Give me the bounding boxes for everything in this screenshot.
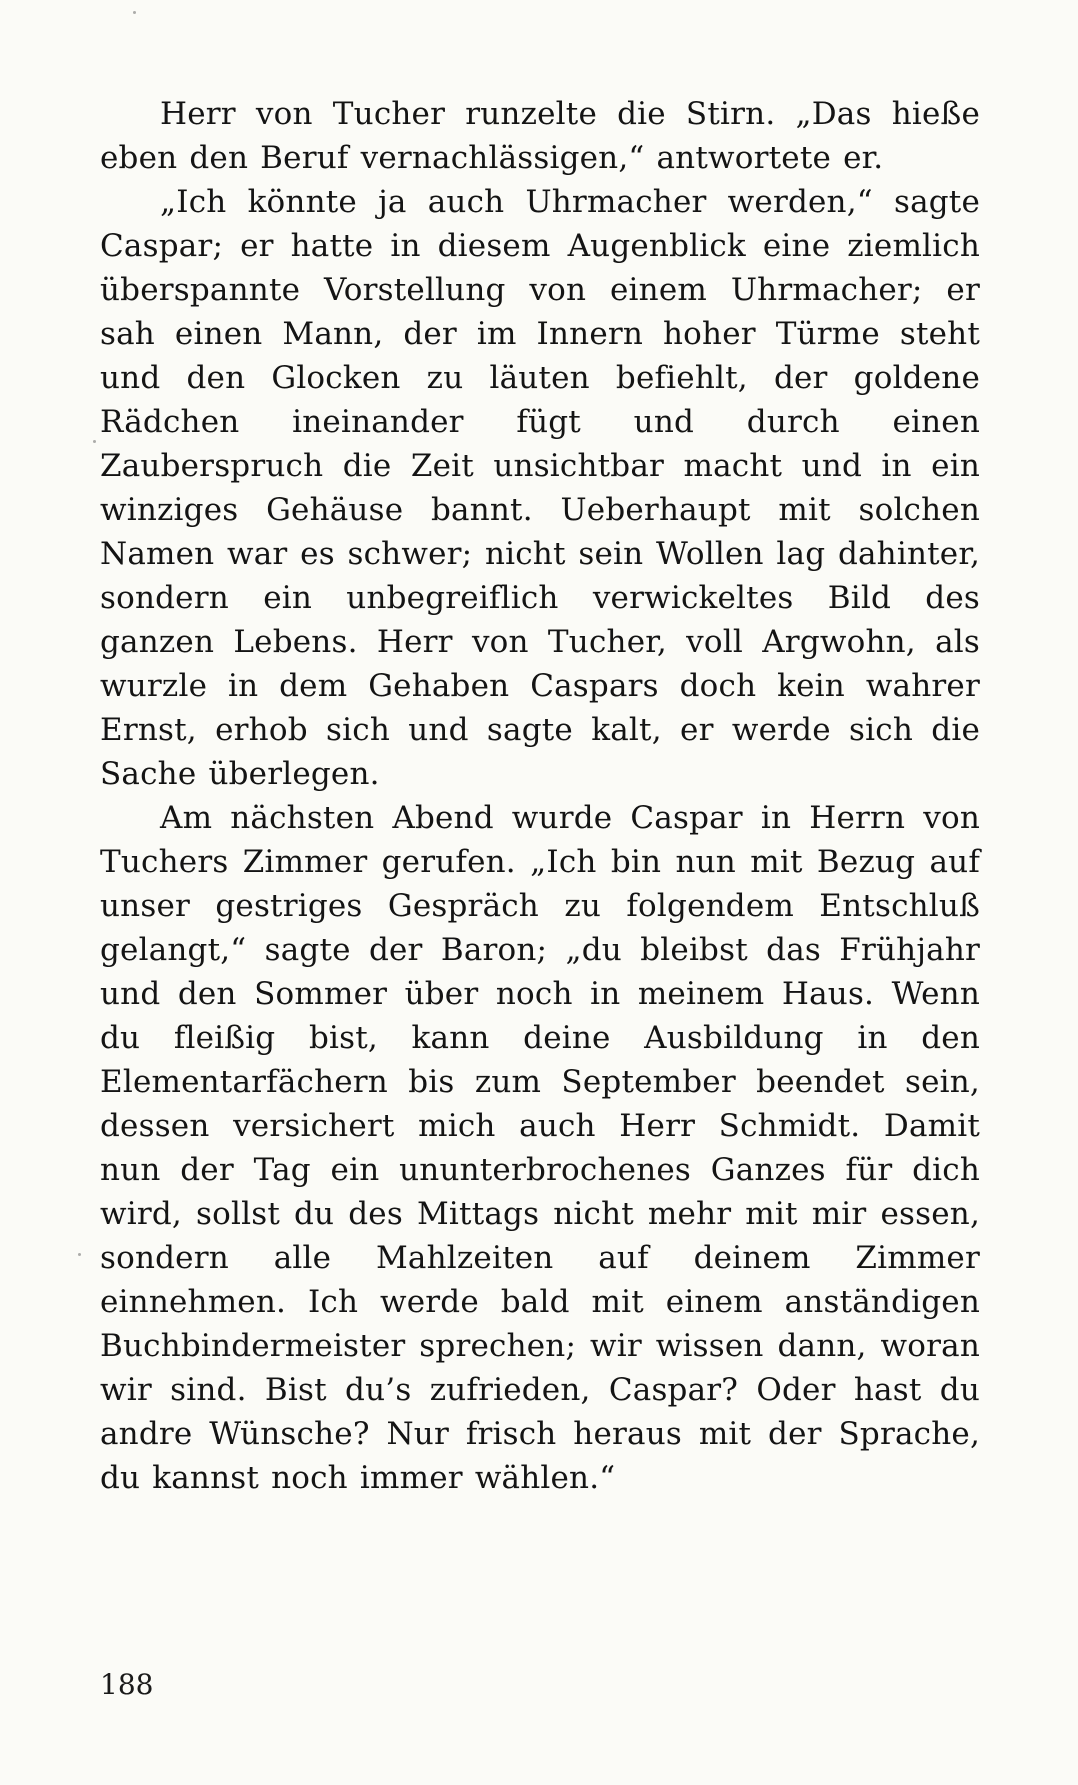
scan-speck	[78, 1253, 81, 1256]
scan-speck	[93, 440, 96, 443]
page-text-block	[100, 92, 980, 1712]
page-number: 188	[100, 1668, 154, 1701]
paragraph-2: „Ich könnte ja auch Uhrmacher werden,“ sagte Caspar; er hatte in diesem Augenblick eine ziemlich überspannte Vorstellung von einem Uhrmacher; er sah einen Mann, der im Innern hoher Türme steht und den Glocken zu läuten befiehlt, der goldene Rädchen ineinander fügt und durch einen Zauberspruch die Zeit unsichtbar macht und in ein winziges Gehäuse bannt. Ueberhaupt mit solchen Namen war es schwer; nicht sein Wollen lag dahinter, sondern ein unbegreiflich verwickeltes Bild des ganzen Lebens. Herr von Tucher, voll Argwohn, als wurzle in dem Gehaben Caspars doch kein wahrer Ernst, erhob sich und sagte kalt, er werde sich die Sache überlegen.	[100, 184, 980, 792]
paragraph-1: Herr von Tucher runzelte die Stirn. „Das hieße eben den Beruf vernachlässigen,“ antwortete er.	[100, 96, 980, 176]
paragraph-3: Am nächsten Abend wurde Caspar in Herrn von Tuchers Zimmer gerufen. „Ich bin nun mit Bezug auf unser gestriges Gespräch zu folgendem Entschluß gelangt,“ sagte der Baron; „du bleibst das Frühjahr und den Sommer über noch in meinem Haus. Wenn du fleißig bist, kann deine Ausbildung in den Elementarfächern bis zum September beendet sein, dessen versichert mich auch Herr Schmidt. Damit nun der Tag ein ununterbrochenes Ganzes für dich wird, sollst du des Mittags nicht mehr mit mir essen, sondern alle Mahlzeiten auf deinem Zimmer einnehmen. Ich werde bald mit einem anständigen Buchbindermeister sprechen; wir wissen dann, woran wir sind. Bist du’s zufrieden, Caspar? Oder hast du andre Wünsche? Nur frisch heraus mit der Sprache, du kannst noch immer wählen.“	[100, 800, 980, 1496]
scan-speck	[133, 11, 136, 14]
